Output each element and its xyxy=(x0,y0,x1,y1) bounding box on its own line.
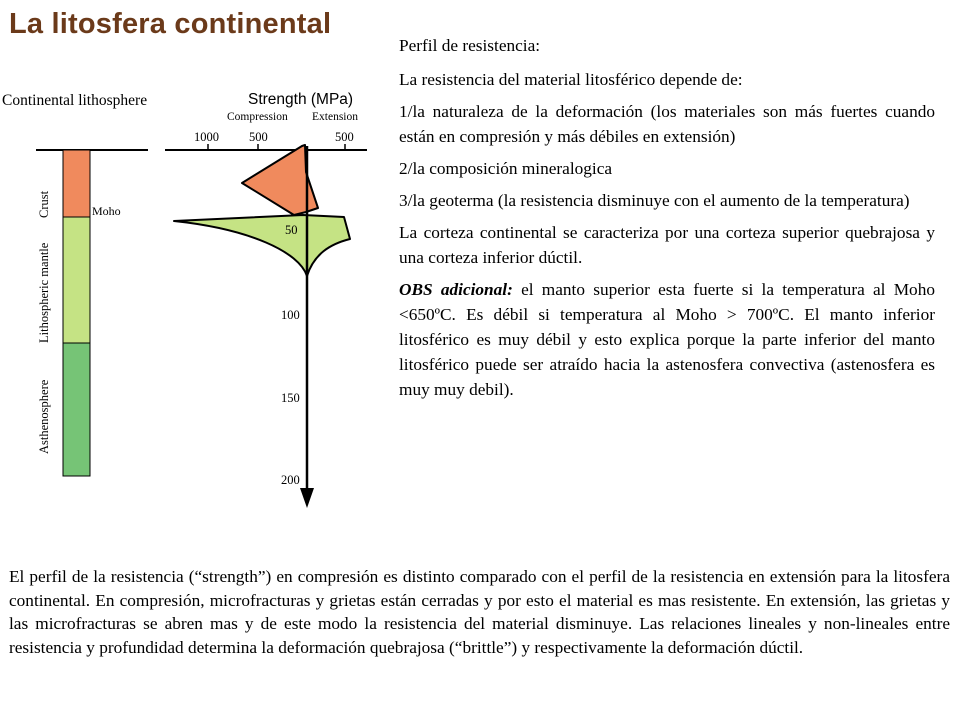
figure-right-title: Strength (MPa) xyxy=(248,91,354,108)
compression-label: Compression xyxy=(227,111,288,123)
bottom-paragraph: El perfil de la resistencia (“strength”) en compresión es distinto comparado con el perfil de la resistencia en extensión para la litosfera continental. En compresión, microfracturas y grietas están cerradas y por esto el material es mas resistente. En extensión, las grietas y las microfracturas se abren mas y de este modo la resistencia del material disminuye. Las relaciones lineales y non-lineales entre resistencia y profundidad determina la deformación quebrajosa (“brittle”) y respectivamente la deformación dúctil. xyxy=(9,567,950,657)
obs-paragraph xyxy=(399,277,935,402)
lithospheric-mantle-layer xyxy=(63,217,90,343)
depth-label-100: 100 xyxy=(281,308,300,322)
depth-axis-arrowhead xyxy=(300,488,314,508)
asthenosphere-label: Asthenosphere xyxy=(37,379,51,454)
mantle-strength-profile xyxy=(174,215,350,276)
profile-heading: Perfil de resistencia: xyxy=(399,36,541,55)
obs-label: OBS adicional: xyxy=(399,280,513,299)
factor-deformation: 1/la naturaleza de la deformación (los materiales son más fuertes cuando están en compresión y más débiles en extensión) xyxy=(399,102,935,146)
tick-label-500-extension: 500 xyxy=(335,130,354,144)
tick-label-500-compression: 500 xyxy=(249,130,268,144)
lithospheric-mantle-label: Lithospheric mantle xyxy=(37,242,51,343)
crust-characterization: La corteza continental se caracteriza por una corteza superior quebrajosa y una corteza inferior dúctil. xyxy=(399,223,935,267)
depth-label-200: 200 xyxy=(281,473,300,487)
obs-text: el manto superior esta fuerte si la temperatura al Moho <650ºC. Es débil si temperatura al Moho > 700ºC. El manto inferior litosférico es muy débil y esto explica porque la parte inferior del manto litosférico puede ser atraído hacia la astenosfera convectiva (astenosfera es muy muy debil). xyxy=(399,280,935,399)
moho-label: Moho xyxy=(92,204,121,218)
resistance-depends-intro: La resistencia del material litosférico depende de: xyxy=(399,70,743,89)
crust-label: Crust xyxy=(37,190,51,218)
depth-label-150: 150 xyxy=(281,391,300,405)
asthenosphere-layer xyxy=(63,343,90,476)
tick-label-1000: 1000 xyxy=(194,130,219,144)
factor-composition: 2/la composición mineralogica xyxy=(399,159,613,178)
page-title: La litosfera continental xyxy=(9,8,332,40)
figure-svg xyxy=(0,84,372,520)
right-text-column xyxy=(399,33,935,409)
factor-geotherm: 3/la geoterma (la resistencia disminuye con el aumento de la temperatura) xyxy=(399,191,910,210)
figure-left-title: Continental lithosphere xyxy=(2,92,148,109)
crust-layer xyxy=(63,150,90,217)
strength-profile-figure xyxy=(0,84,372,520)
extension-label: Extension xyxy=(312,111,358,123)
depth-label-50: 50 xyxy=(285,223,298,237)
